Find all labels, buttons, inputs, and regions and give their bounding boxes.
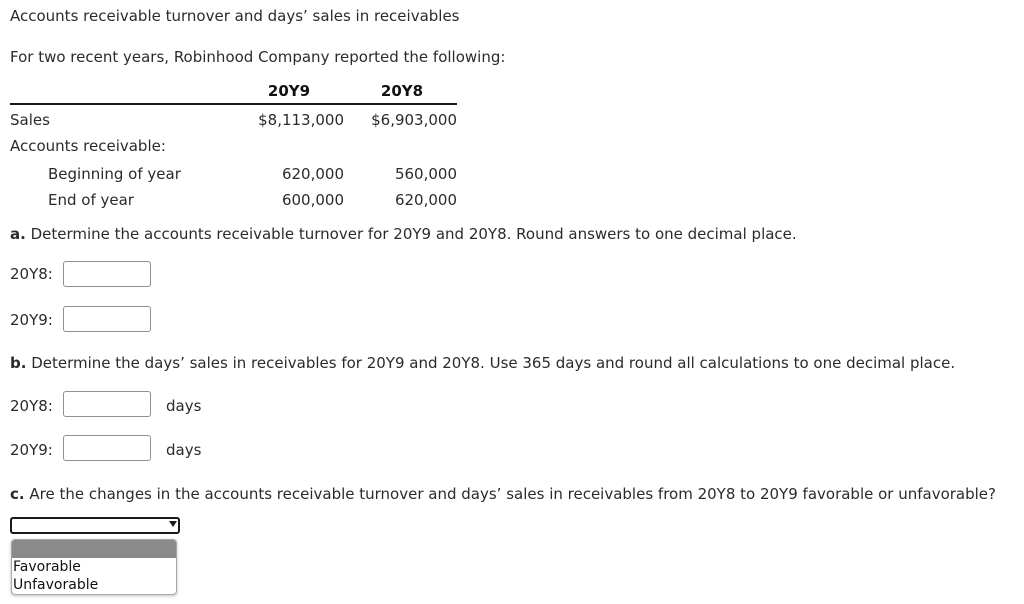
beginning-label: Beginning of year <box>48 165 181 183</box>
sales-20y9: $8,113,000 <box>258 111 344 129</box>
part-a-text: Determine the accounts receivable turnover for 20Y9 and 20Y8. Round answers to one decimal place. <box>25 225 797 243</box>
part-b-20y9-label: 20Y9: <box>10 441 53 459</box>
part-a-20y9-input[interactable] <box>63 306 151 332</box>
intro-text: For two recent years, Robinhood Company reported the following: <box>10 48 506 66</box>
page-title: Accounts receivable turnover and days’ sales in receivables <box>10 7 460 25</box>
col-header-20y9: 20Y9 <box>267 82 311 100</box>
col-header-20y8: 20Y8 <box>380 82 424 100</box>
chevron-down-icon <box>169 521 177 527</box>
end-label: End of year <box>48 191 134 209</box>
part-a-letter: a. <box>10 225 26 243</box>
part-a-20y8-label: 20Y8: <box>10 265 53 283</box>
part-a-question <box>10 225 797 243</box>
part-b-letter: b. <box>10 354 27 372</box>
part-b-20y9-input[interactable] <box>63 435 151 461</box>
part-b-20y8-unit: days <box>166 397 202 415</box>
part-c-letter: c. <box>10 485 25 503</box>
part-a-20y8-input[interactable] <box>63 261 151 287</box>
part-b-20y8-label: 20Y8: <box>10 397 53 415</box>
part-b-question <box>10 354 955 372</box>
table-header-rule <box>10 103 457 105</box>
part-b-20y9-unit: days <box>166 441 202 459</box>
option-favorable[interactable]: Favorable <box>13 559 81 575</box>
beginning-20y9: 620,000 <box>281 165 344 183</box>
option-unfavorable[interactable]: Unfavorable <box>13 577 99 593</box>
part-a-20y9-label: 20Y9: <box>10 311 53 329</box>
end-20y9: 600,000 <box>281 191 344 209</box>
part-c-text: Are the changes in the accounts receivable turnover and days’ sales in receivables from 20Y8 to 20Y9 favorable or unfavorable? <box>24 485 996 503</box>
part-b-20y8-input[interactable] <box>63 391 151 417</box>
part-b-text: Determine the days’ sales in receivables for 20Y9 and 20Y8. Use 365 days and round all calculations to one decimal place. <box>26 354 956 372</box>
favorability-options-list <box>11 539 177 595</box>
ar-label: Accounts receivable: <box>10 137 166 155</box>
favorability-select[interactable] <box>10 517 180 534</box>
beginning-20y8: 560,000 <box>394 165 457 183</box>
option-blank[interactable] <box>12 540 176 558</box>
end-20y8: 620,000 <box>394 191 457 209</box>
part-c-question <box>10 485 996 503</box>
sales-label: Sales <box>10 111 50 129</box>
sales-20y8: $6,903,000 <box>371 111 457 129</box>
